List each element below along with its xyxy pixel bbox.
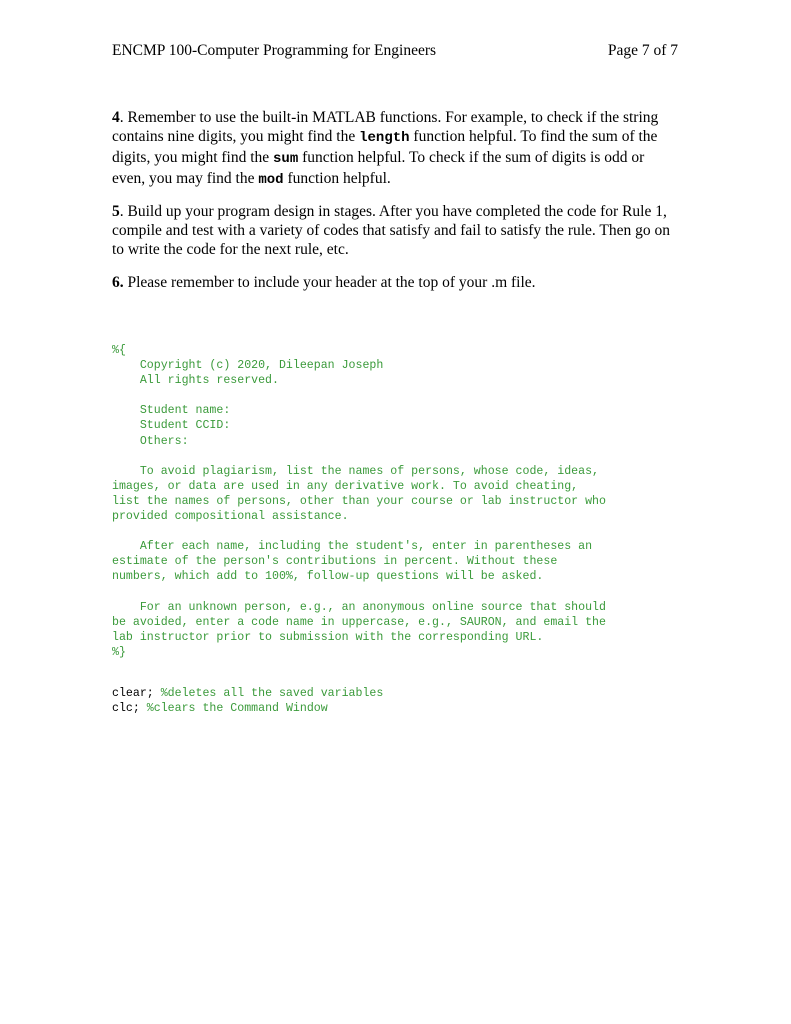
code-comment-line: Student name: bbox=[112, 404, 231, 418]
paragraph-text: function helpful. bbox=[283, 170, 391, 187]
code-comment-line: %{ bbox=[112, 344, 126, 357]
paragraph-6 bbox=[112, 273, 678, 292]
code-comment-line: lab instructor prior to submission with the corresponding URL. bbox=[112, 630, 544, 644]
code-comment: %deletes all the saved variables bbox=[160, 687, 384, 700]
paragraph-number: 6. bbox=[112, 274, 124, 291]
paragraph-4 bbox=[112, 108, 678, 190]
code-comment-line: After each name, including the student's, enter in parentheses an bbox=[112, 540, 593, 554]
header-divider bbox=[112, 75, 678, 76]
paragraph-number: 4 bbox=[112, 109, 120, 126]
paragraph-text: function helpful. To check if the sum of digits is odd or even, you may find the bbox=[112, 149, 645, 187]
code-comment-line: numbers, which add to 100%, follow-up questions will be asked. bbox=[112, 570, 544, 584]
code-keyword-sum: sum bbox=[273, 151, 299, 167]
code-comment-line: estimate of the person's contributions in percent. Without these bbox=[112, 555, 558, 569]
code-comment: %clears the Command Window bbox=[146, 702, 328, 716]
course-title: ENCMP 100-Computer Programming for Engineers bbox=[112, 42, 437, 59]
code-comment-line: All rights reserved. bbox=[112, 374, 279, 388]
code-comment-line: %} bbox=[112, 645, 126, 659]
page-number: Page 7 of 7 bbox=[607, 42, 678, 59]
code-header-block bbox=[112, 343, 682, 660]
code-comment-line: images, or data are used in any derivative work. To avoid cheating, bbox=[112, 479, 579, 493]
paragraph-text: function helpful. To find the sum of the digits, you might find the bbox=[112, 128, 658, 166]
code-keyword-mod: mod bbox=[258, 172, 284, 188]
code-keyword-length: length bbox=[359, 130, 410, 146]
code-comment-line: provided compositional assistance. bbox=[112, 510, 349, 524]
code-comment-line: Student CCID: bbox=[112, 419, 231, 433]
code-comment-line: To avoid plagiarism, list the names of persons, whose code, ideas, bbox=[112, 464, 600, 478]
paragraph-text: . Build up your program design in stages. After you have completed the code for Rule 1, compile and test with a variety of codes that satisfy and fail to satisfy the rule. Then go on to write the code for the next rule, etc. bbox=[112, 203, 670, 258]
code-comment-line: Copyright (c) 2020, Dileepan Joseph bbox=[112, 359, 384, 373]
paragraph-text: Please remember to include your header at the top of your .m file. bbox=[123, 274, 536, 291]
code-statement: clear; bbox=[112, 687, 161, 700]
code-comment-line: Others: bbox=[112, 434, 189, 448]
code-comment-line: list the names of persons, other than your course or lab instructor who bbox=[112, 494, 606, 508]
paragraph-5 bbox=[112, 202, 678, 259]
code-statement: clc; bbox=[112, 702, 147, 716]
paragraph-number: 5 bbox=[112, 203, 120, 220]
paragraph-text: . Remember to use the built-in MATLAB functions. For example, to check if the string contains nine digits, you might find the bbox=[112, 109, 659, 145]
code-tail-block bbox=[112, 686, 682, 716]
page-header bbox=[112, 42, 678, 64]
code-comment-line: For an unknown person, e.g., an anonymous online source that should bbox=[112, 600, 606, 614]
code-comment-line: be avoided, enter a code name in uppercase, e.g., SAURON, and email the bbox=[112, 615, 606, 629]
